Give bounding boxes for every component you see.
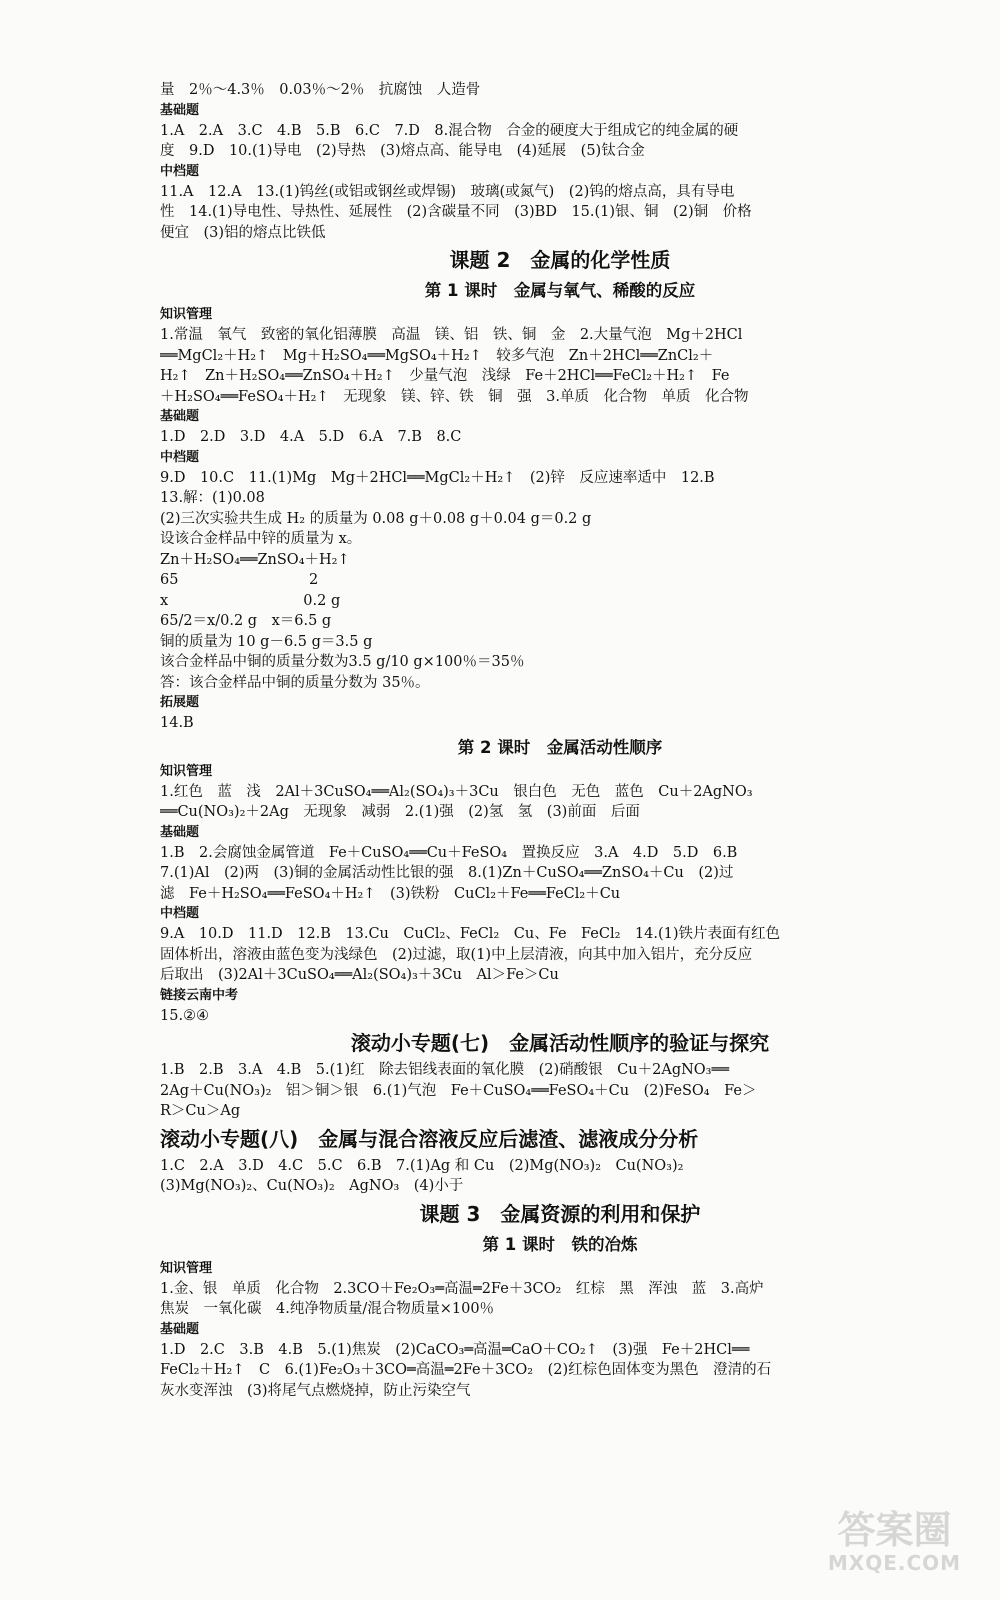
topic-heading: 滚动小专题(七) 金属活动性顺序的验证与探究 (350, 1031, 770, 1055)
answer-line: (2)三次实验共生成 H₂ 的质量为 0.08 g＋0.08 g＋0.04 g＝0.2 g (160, 510, 592, 527)
answer-line: 65 2 (160, 572, 319, 588)
answer-line: Zn＋H₂SO₄══ZnSO₄＋H₂↑ (160, 551, 350, 568)
answer-line: 该合金样品中铜的质量分数为3.5 g/10 g×100％＝35％ (160, 654, 525, 670)
lesson-heading: 第 2 课时 金属活动性顺序 (457, 737, 663, 757)
lesson-heading: 第 1 课时 金属与氧气、稀酸的反应 (424, 281, 696, 300)
answer-line: 答：该合金样品中铜的质量分数为 35％。 (160, 674, 430, 691)
answer-line: 便宜 (3)铝的熔点比铁低 (160, 224, 326, 241)
answer-line: 15.②④ (160, 1007, 210, 1024)
answer-line: 65/2＝x/0.2 g x＝6.5 g (160, 613, 332, 629)
answer-line: 1.常温 氧气 致密的氧化铝薄膜 高温 镁、铝 铁、铜 金 2.大量气泡 Mg＋2HCl (160, 327, 743, 343)
answer-line: 固体析出，溶液由蓝色变为浅绿色 (2)过滤，取(1)中上层清液，向其中加入铝片，充分反应 (160, 946, 753, 963)
section-label: 知识管理 (160, 307, 213, 322)
section-label: 基础题 (160, 824, 200, 840)
answer-line: 11.A 12.A 13.(1)钨丝(或铝或钢丝或焊锡) 玻璃(或氮气) (2)钨的熔点高，具有导电 (160, 183, 735, 200)
answer-line: R＞Cu＞Ag (160, 1103, 241, 1119)
answer-line: 焦炭 一氧化碳 4.纯净物质量/混合物质量×100％ (160, 1301, 495, 1317)
answer-line: 性 14.(1)导电性、导热性、延展性 (2)含碳量不同 (3)BD 15.(1)银、铜 (2)铜 价格 (160, 204, 752, 220)
answer-line: 1.C 2.A 3.D 4.C 5.C 6.B 7.(1)Ag 和 Cu (2)Mg(NO₃)₂ Cu(NO₃)₂ (160, 1157, 684, 1174)
topic-heading: 课题 2 金属的化学性质 (449, 248, 671, 272)
lesson-heading: 第 1 课时 铁的冶炼 (482, 1234, 638, 1254)
answer-line: 9.A 10.D 11.D 12.B 13.Cu CuCl₂、FeCl₂ Cu、Fe FeCl₂ 14.(1)铁片表面有红色 (160, 926, 781, 942)
answer-line: 后取出 (3)2Al＋3CuSO₄══Al₂(SO₄)₃＋3Cu Al＞Fe＞Cu (160, 967, 559, 983)
answer-line: (3)Mg(NO₃)₂、Cu(NO₃)₂ AgNO₃ (4)小于 (160, 1178, 464, 1194)
answer-line: 设该合金样品中锌的质量为 x。 (160, 531, 362, 547)
section-label: 中档题 (160, 906, 200, 921)
answer-line: 14.B (160, 715, 194, 731)
answer-line: FeCl₂＋H₂↑ C 6.(1)Fe₂O₃＋3CO═高温═2Fe＋3CO₂ (2)红棕色固体变为黑色 澄清的石 (160, 1362, 772, 1378)
section-label: 链接云南中考 (160, 987, 239, 1003)
section-label: 知识管理 (160, 1260, 213, 1276)
section-label: 拓展题 (160, 695, 200, 710)
topic-heading: 课题 3 金属资源的利用和保护 (419, 1201, 701, 1226)
answer-line: 量 2％～4.3％ 0.03％～2％ 抗腐蚀 人造骨 (160, 82, 481, 98)
answer-line: 1.B 2.B 3.A 4.B 5.(1)红 除去铝线表面的氧化膜 (2)硝酸银 Cu＋2AgNO₃══ (160, 1062, 729, 1078)
answer-line: 度 9.D 10.(1)导电 (2)导热 (3)熔点高、能导电 (4)延展 (5)钛合金 (160, 143, 645, 159)
answer-page (160, 80, 960, 1401)
answer-line: 1.A 2.A 3.C 4.B 5.B 6.C 7.D 8.混合物 合金的硬度大于组成它的纯金属的硬 (160, 122, 739, 139)
answer-line: 滤 Fe＋H₂SO₄══FeSO₄＋H₂↑ (3)铁粉 CuCl₂＋Fe══FeCl₂＋Cu (160, 885, 621, 902)
watermark-logo: 答案圈 (837, 1508, 952, 1552)
answer-line: 灰水变浑浊 (3)将尾气点燃烧掉，防止污染空气 (160, 1382, 471, 1399)
answer-line: 2Ag＋Cu(NO₃)₂ 铝＞铜＞银 6.(1)气泡 Fe＋CuSO₄══FeSO₄＋Cu (2)FeSO₄ Fe＞ (160, 1082, 757, 1099)
section-label: 基础题 (160, 409, 200, 424)
answer-line: 13.解：(1)0.08 (160, 490, 265, 506)
answer-line: 1.红色 蓝 浅 2Al＋3CuSO₄══Al₂(SO₄)₃＋3Cu 银白色 无色 蓝色 Cu＋2AgNO₃ (160, 783, 753, 800)
answer-line: 铜的质量为 10 g－6.5 g＝3.5 g (160, 633, 373, 650)
answer-line: x 0.2 g (160, 592, 341, 609)
watermark (807, 1508, 982, 1578)
section-label: 基础题 (160, 102, 200, 118)
answer-line: 1.B 2.会腐蚀金属管道 Fe＋CuSO₄══Cu＋FeSO₄ 置换反应 3.A 4.D 5.D 6.B (160, 844, 738, 861)
answer-line: 1.金、银 单质 化合物 2.3CO＋Fe₂O₃═高温═2Fe＋3CO₂ 红棕 黑 浑浊 蓝 3.高炉 (160, 1280, 764, 1297)
answer-line: 1.D 2.C 3.B 4.B 5.(1)焦炭 (2)CaCO₃═高温═CaO＋CO₂↑ (3)强 Fe＋2HCl══ (160, 1341, 750, 1358)
answer-line: 9.D 10.C 11.(1)Mg Mg＋2HCl══MgCl₂＋H₂↑ (2)锌 反应速率适中 12.B (160, 469, 715, 486)
answer-line: 7.(1)Al (2)两 (3)铜的金属活动性比银的强 8.(1)Zn＋CuSO₄══ZnSO₄＋Cu (2)过 (160, 865, 734, 881)
answer-line: ══MgCl₂＋H₂↑ Mg＋H₂SO₄══MgSO₄＋H₂↑ 较多气泡 Zn＋2HCl══ZnCl₂＋ (160, 347, 714, 364)
answer-line: ＋H₂SO₄══FeSO₄＋H₂↑ 无现象 镁、锌、铁 铜 强 3.单质 化合物 单质 化合物 (160, 388, 749, 405)
section-label: 基础题 (160, 1321, 200, 1337)
section-label: 中档题 (160, 163, 200, 179)
answer-line: 1.D 2.D 3.D 4.A 5.D 6.A 7.B 8.C (160, 429, 462, 445)
section-label: 知识管理 (160, 763, 213, 779)
section-label: 中档题 (160, 449, 200, 465)
answer-line: H₂↑ Zn＋H₂SO₄══ZnSO₄＋H₂↑ 少量气泡 浅绿 Fe＋2HCl══FeCl₂＋H₂↑ Fe (160, 368, 730, 384)
watermark-url: MXQE.COM (827, 1551, 962, 1575)
topic-heading: 滚动小专题(八) 金属与混合溶液反应后滤渣、滤液成分分析 (160, 1126, 699, 1151)
answer-line: ══Cu(NO₃)₂＋2Ag 无现象 减弱 2.(1)强 (2)氢 氢 (3)前面 后面 (160, 804, 640, 820)
